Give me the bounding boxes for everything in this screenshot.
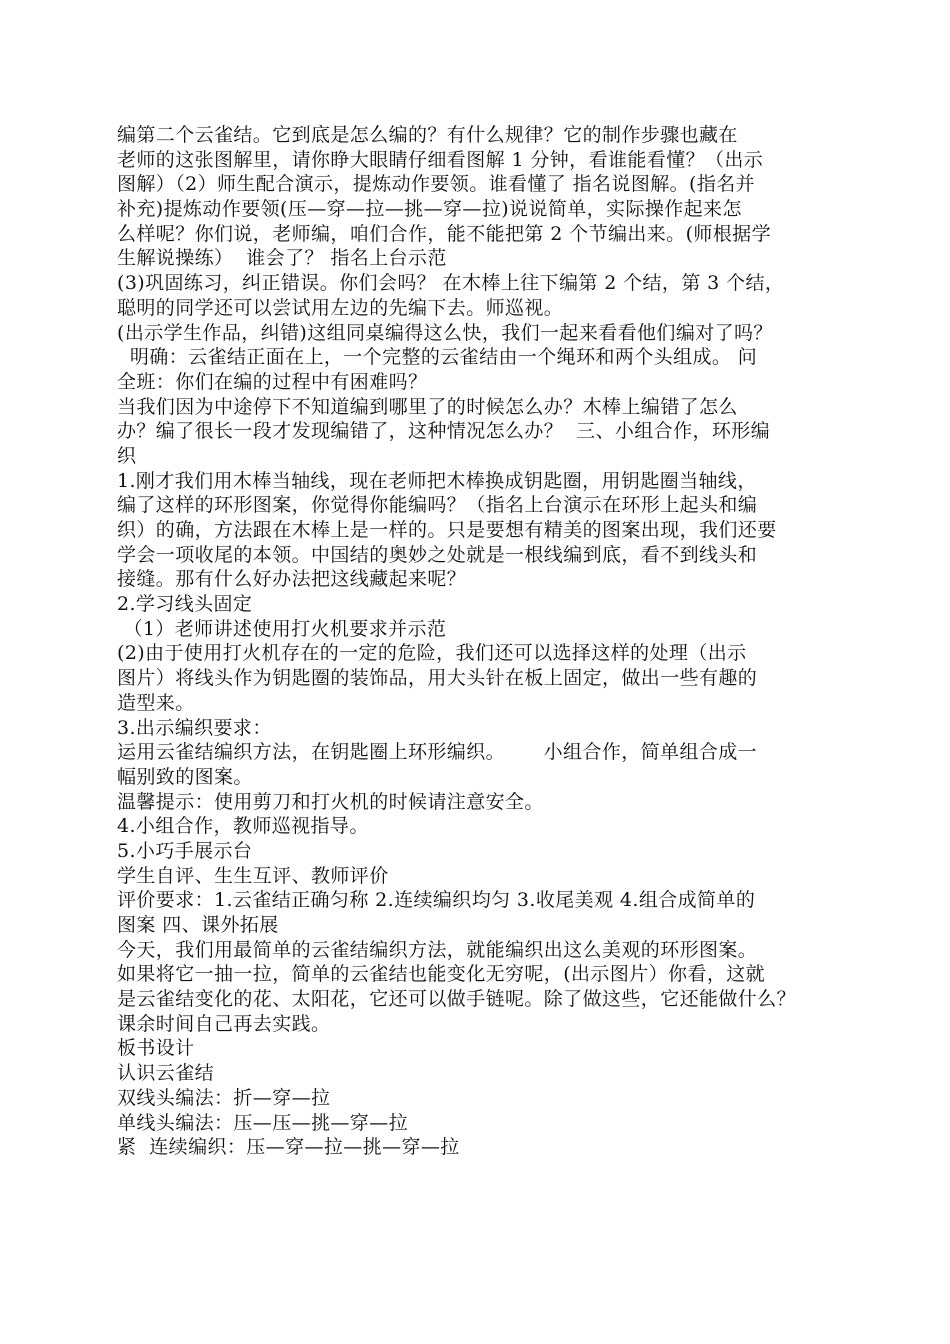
text-line: 图片）将线头作为钥匙圈的装饰品，用大头针在板上固定，做出一些有趣的 (117, 667, 758, 690)
text-line: 织）的确，方法跟在木棒上是一样的。只是要想有精美的图案出现，我们还要 (117, 519, 777, 541)
text-line: 温馨提示：使用剪刀和打火机的时候请注意安全。 (117, 790, 544, 813)
text-line: 4.小组合作，教师巡视指导。 (117, 815, 369, 838)
text-line: 如果将它一抽一拉，简单的云雀结也能变化无穷呢，(出示图片）你看，这就 (117, 963, 766, 986)
text-line: 单线头编法：压—压—挑—穿—拉 (117, 1111, 409, 1134)
text-line: 补充)提炼动作要领(压—穿—拉—挑—穿—拉)说说简单，实际操作起来怎 (117, 198, 742, 221)
text-line: 明确：云雀结正面在上，一个完整的云雀结由一个绳环和两个头组成。 问 (117, 346, 758, 369)
text-line: （1）老师讲述使用打火机要求并示范 (117, 617, 447, 640)
text-line: 幅别致的图案。 (117, 765, 253, 788)
text-line: 造型来。 (117, 691, 195, 714)
text-line: 编第二个云雀结。它到底是怎么编的？有什么规律？它的制作步骤也藏在 (117, 124, 738, 146)
text-line: 运用云雀结编织方法，在钥匙圈上环形编织。 小组合作，简单组合成一 (117, 741, 758, 764)
text-line: 学生自评、生生互评、教师评价 (117, 864, 389, 887)
document-body (117, 123, 837, 1160)
text-line: 评价要求：1.云雀结正确匀称 2.连续编织均匀 3.收尾美观 4.组合成简单的 (117, 889, 756, 912)
text-line: 3.出示编织要求： (117, 716, 272, 739)
text-line: 学会一项收尾的本领。中国结的奥妙之处就是一根线编到底，看不到线头和 (117, 543, 758, 566)
text-line: 5.小巧手展示台 (117, 839, 253, 862)
text-line: 课余时间自己再去实践。 (117, 1012, 331, 1035)
text-line: 么样呢？你们说，老师编，咱们合作，能不能把第 2 个节编出来。(师根据学 (117, 222, 771, 245)
text-line: 老师的这张图解里，请你睁大眼睛仔细看图解 1 分钟，看谁能看懂？（出示 (117, 148, 764, 171)
text-line: 全班：你们在编的过程中有困难吗？ (117, 370, 428, 393)
text-line: 织 (117, 444, 137, 467)
text-line: 今天，我们用最简单的云雀结编织方法，就能编织出这么美观的环形图案。 (117, 938, 758, 961)
text-line: 编了这样的环形图案，你觉得你能编吗？（指名上台演示在环形上起头和编 (117, 494, 758, 517)
text-line: 当我们因为中途停下不知道编到哪里了的时候怎么办？木棒上编错了怎么 (117, 395, 738, 418)
text-line: 是云雀结变化的花、太阳花，它还可以做手链呢。除了做这些，它还能做什么？ (117, 988, 797, 1011)
text-line: 生解说操练） 谁会了？ 指名上台示范 (117, 247, 447, 270)
text-line: 双线头编法：折—穿—拉 (117, 1086, 331, 1109)
text-line: 接缝。那有什么好办法把这线藏起来呢？ (117, 568, 467, 591)
text-line: 紧 连续编织：压—穿—拉—挑—穿—拉 (117, 1136, 460, 1159)
text-line: 办？编了很长一段才发现编错了，这种情况怎么办？ 三、小组合作，环形编 (117, 420, 771, 443)
text-line: 图案 四、课外拓展 (117, 914, 279, 936)
text-line: (3)巩固练习，纠正错误。你们会吗？ 在木棒上往下编第 2 个结，第 3 个结， (117, 272, 785, 295)
text-line: 认识云雀结 (117, 1062, 215, 1085)
text-line: 图解）（2）师生配合演示，提炼动作要领。谁看懂了 指名说图解。(指名并 (117, 173, 756, 196)
section-heading: 板书设计 (117, 1037, 195, 1060)
text-line: 聪明的同学还可以尝试用左边的先编下去。师巡视。 (117, 296, 564, 319)
text-line: (2)由于使用打火机存在的一定的危险，我们还可以选择这样的处理（出示 (117, 642, 747, 665)
text-line: 1.刚才我们用木棒当轴线，现在老师把木棒换成钥匙圈，用钥匙圈当轴线， (117, 469, 757, 492)
text-line: (出示学生作品，纠错)这组同桌编得这么快，我们一起来看看他们编对了吗？ (117, 321, 773, 344)
text-line: 2.学习线头固定 (117, 593, 253, 616)
